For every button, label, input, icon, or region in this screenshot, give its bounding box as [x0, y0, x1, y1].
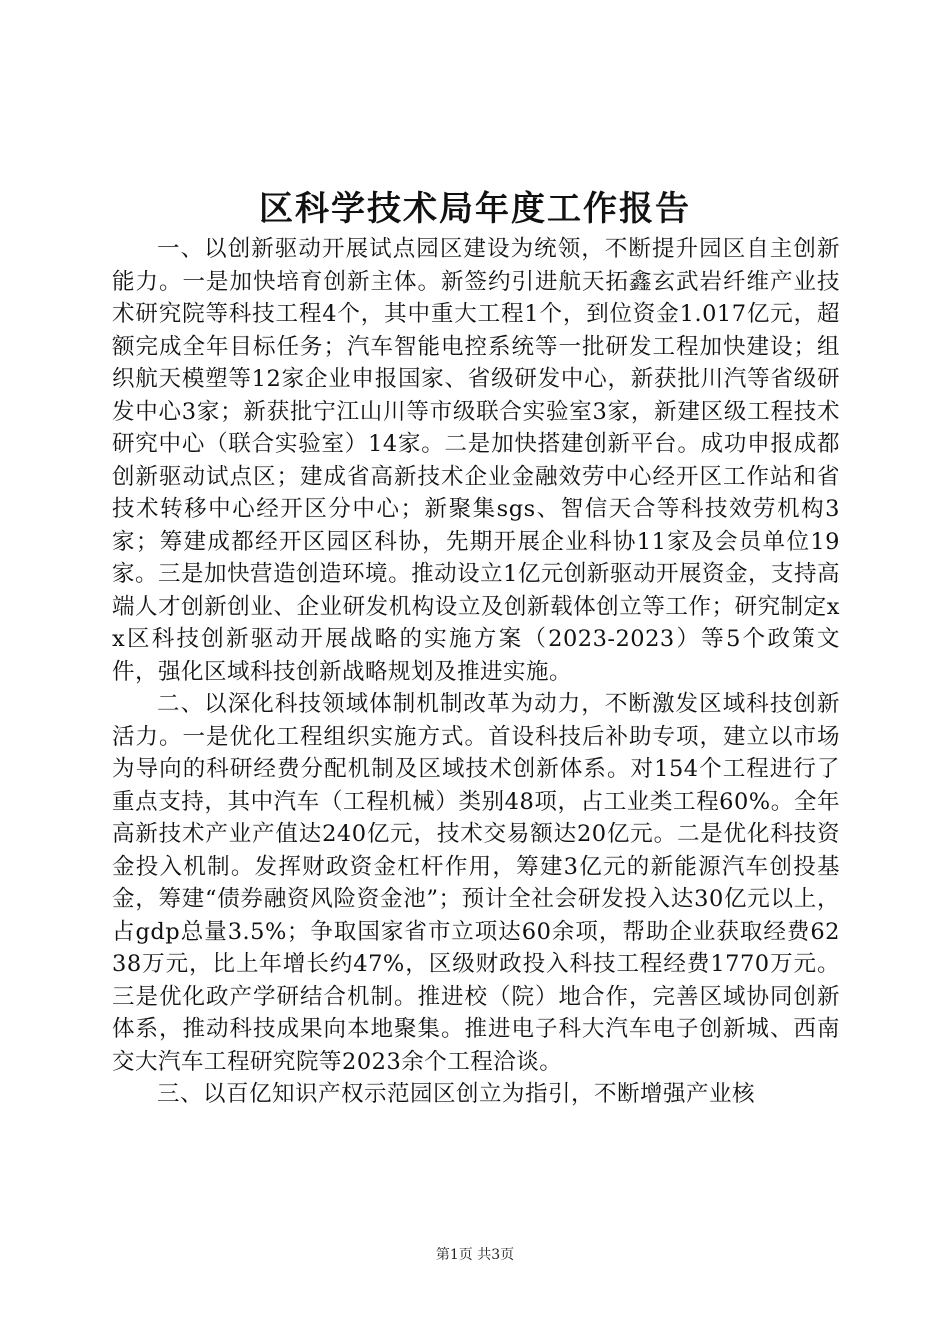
- paragraph-3: 三、以百亿知识产权示范园区创立为指引，不断增强产业核: [157, 1081, 756, 1107]
- page-footer: 第1页 共3页: [435, 1247, 515, 1263]
- document-body: [112, 233, 840, 1111]
- document-title: 区科学技术局年度工作报告: [259, 189, 691, 229]
- paragraph-2: 二、以深化科技领域体制机制改革为动力，不断激发区域科技创新活力。一是优化工程组织实施方式。首设科技后补助专项，建立以市场为导向的科研经费分配机制及区域技术创新体系。对154个工程进行了重点支持，其中汽车（工程机械）类别48项，占工业类工程60%。全年高新技术产业产值达240亿元，技术交易额达20亿元。二是优化科技资金投入机制。发挥财政资金杠杆作用，筹建3亿元的新能源汽车创投基金，筹建“债券融资风险资金池”；预计全社会研发投入达30亿元以上，占gdp总量3.5%；争取国家省市立项达60余项，帮助企业获取经费6238万元，比上年增长约47%，区级财政投入科技工程经费1770万元。三是优化政产学研结合机制。推进校（院）地合作，完善区域协同创新体系，推动科技成果向本地聚集。推进电子科大汽车电子创新城、西南交大汽车工程研究院等2023余个工程洽谈。: [112, 691, 840, 1075]
- paragraph-1: 一、以创新驱动开展试点园区建设为统领，不断提升园区自主创新能力。一是加快培育创新主体。新签约引进航天拓鑫玄武岩纤维产业技术研究院等科技工程4个，其中重大工程1个，到位资金1.017亿元，超额完成全年目标任务；汽车智能电控系统等一批研发工程加快建设；组织航天模塑等12家企业申报国家、省级研发中心，新获批川汽等省级研发中心3家；新获批宁江山川等市级联合实验室3家，新建区级工程技术研究中心（联合实验室）14家。二是加快搭建创新平台。成功申报成都创新驱动试点区；建成省高新技术企业金融效劳中心经开区工作站和省技术转移中心经开区分中心；新聚集sgs、智信天合等科技效劳机构3家；筹建成都经开区园区科协，先期开展企业科协11家及会员单位19家。三是加快营造创造环境。推动设立1亿元创新驱动开展资金，支持高端人才创新创业、企业研发机构设立及创新载体创立等工作；研究制定xx区科技创新驱动开展战略的实施方案（2023-2023）等5个政策文件，强化区域科技创新战略规划及推进实施。: [112, 236, 840, 685]
